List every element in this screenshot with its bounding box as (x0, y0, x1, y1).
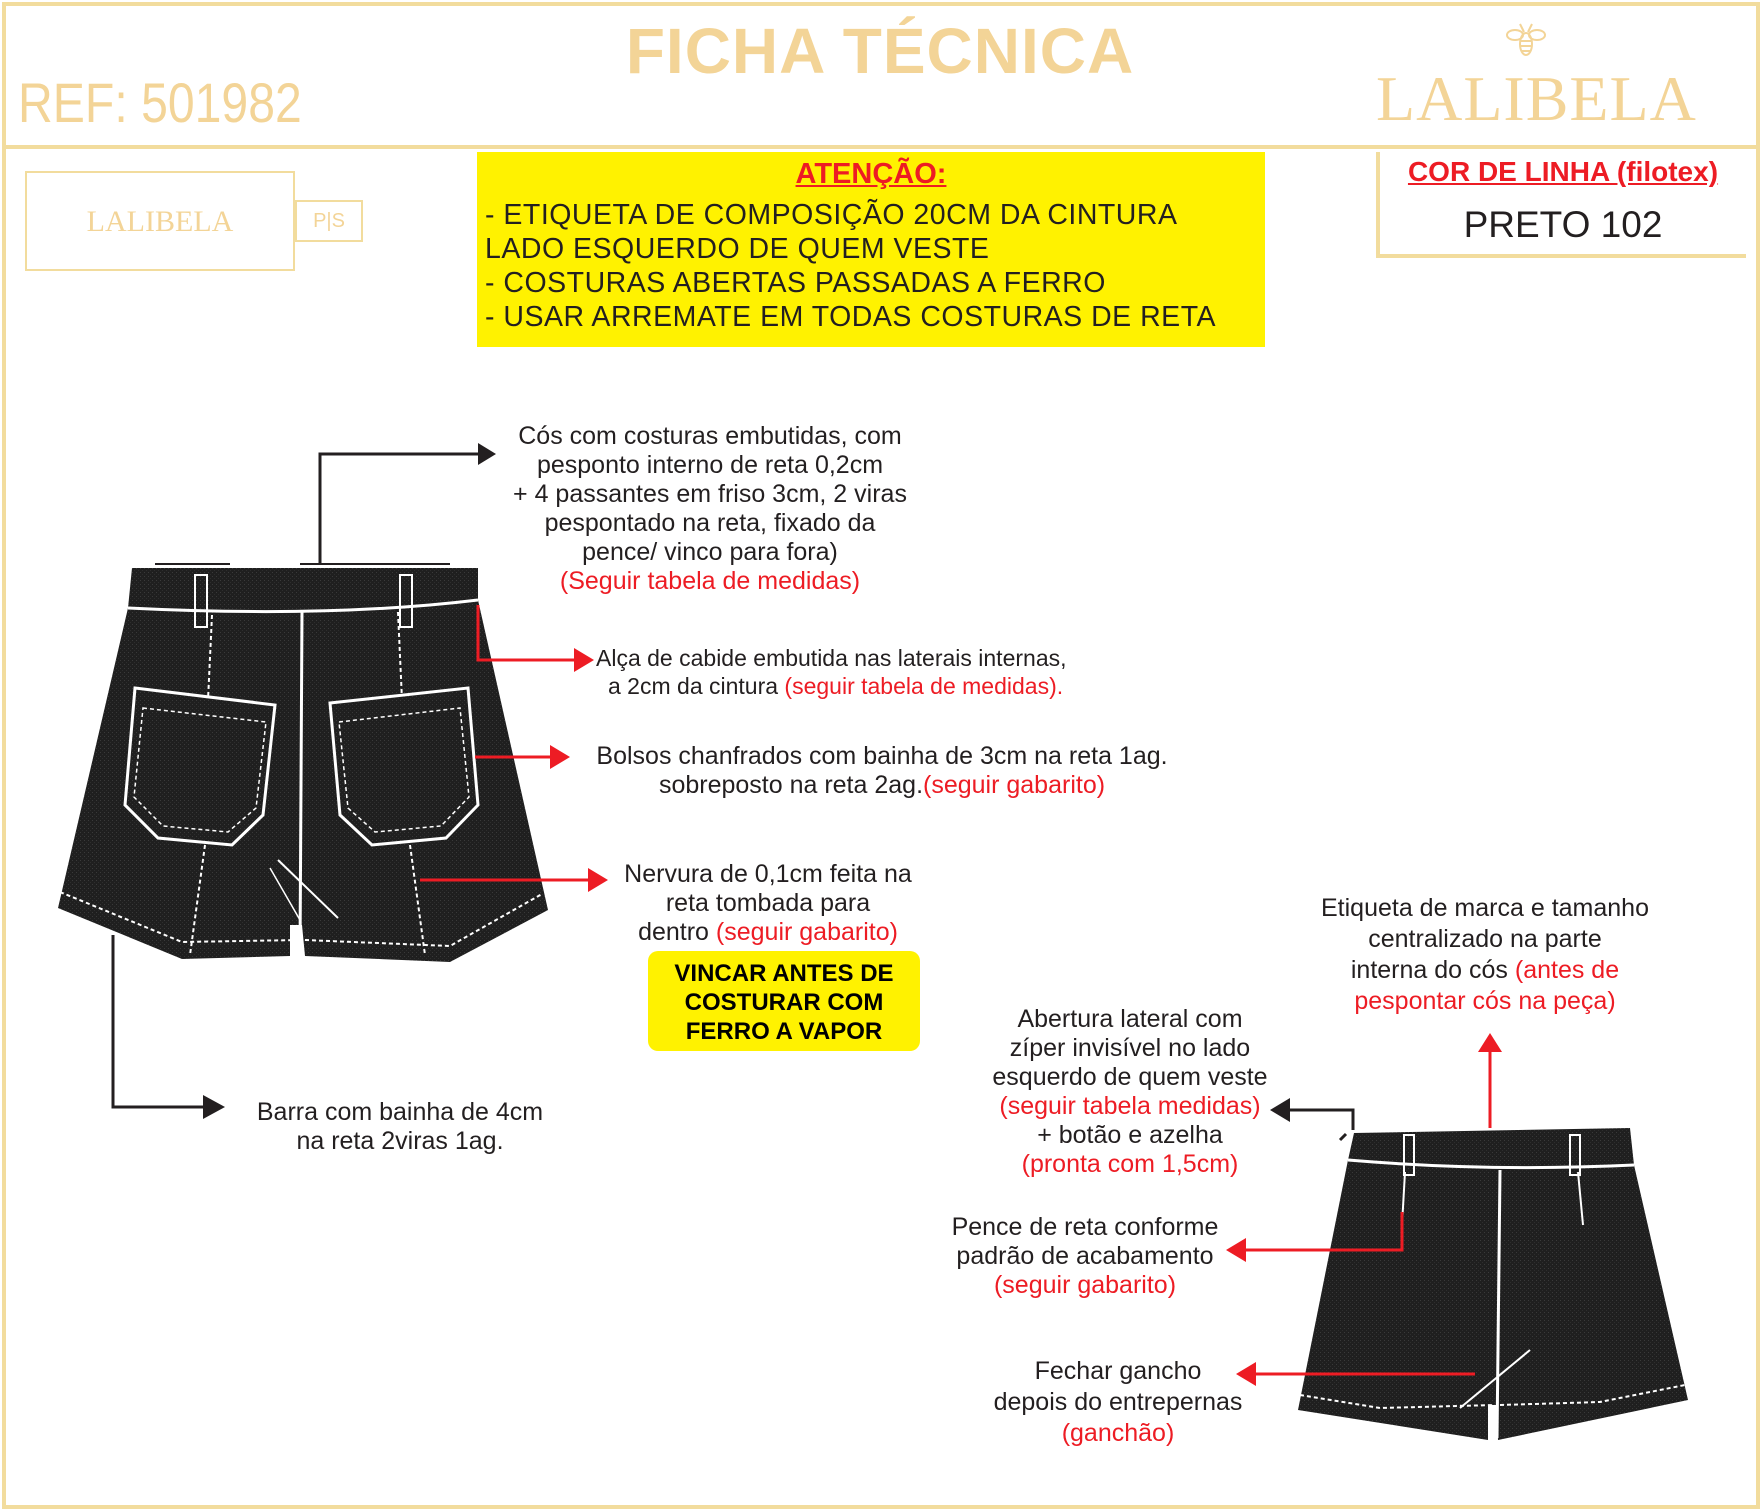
note-line-red: (seguir gabarito) (715, 918, 898, 946)
note-line-red: (antes de (1514, 956, 1620, 984)
note-line: pesponto interno de reta 0,2cm (536, 451, 884, 479)
page-title: FICHA TÉCNICA (625, 15, 1135, 87)
note-line: pence/ vinco para fora) (582, 538, 838, 566)
note-line-red: pespontar cós na peça) (1354, 987, 1616, 1015)
note-line: Barra com bainha de 4cm (256, 1098, 544, 1126)
note-line-red: (seguir gabarito) (993, 1271, 1177, 1299)
note-line: Alça de cabide embutida nas laterais internas, (596, 645, 1067, 671)
note-line-red: (pronta com 1,5cm) (1021, 1150, 1239, 1178)
reference-number: REF: 501982 (18, 71, 302, 134)
note-line: na reta 2viras 1ag. (296, 1127, 504, 1155)
note-line-red: (ganchão) (1061, 1419, 1175, 1447)
note-dart (935, 1213, 1235, 1300)
attention-line: LADO ESQUERDO DE QUEM VESTE (485, 233, 990, 265)
note-waistband (490, 422, 930, 596)
note-crotch (968, 1356, 1268, 1449)
note-line: Etiqueta de marca e tamanho (1321, 894, 1649, 922)
note-line: + 4 passantes em friso 3cm, 2 viras (513, 480, 907, 508)
note-line: Pence de reta conforme (951, 1213, 1219, 1241)
note-line-red: (Seguir tabela de medidas) (559, 567, 861, 595)
note-line: Fechar gancho (1034, 1357, 1202, 1385)
note-hanger-loop (596, 644, 1067, 700)
note-brand-label (1290, 893, 1680, 1017)
size-tag: P|S (295, 200, 363, 242)
note-line: VINCAR ANTES DE (674, 960, 894, 987)
note-line: Cós com costuras embutidas, com (518, 422, 902, 450)
note-line: centralizado na parte (1368, 925, 1602, 953)
note-line: Bolsos chanfrados com bainha de 3cm na reta 1ag. (596, 742, 1168, 770)
note-line: interna do cós (1350, 956, 1508, 984)
thread-color-title: COR DE LINHA (filotex) (1407, 156, 1719, 187)
note-line: Abertura lateral com (1017, 1005, 1243, 1033)
press-warning-box (648, 951, 920, 1051)
note-line: FERRO A VAPOR (685, 1018, 883, 1045)
note-line: padrão de acabamento (956, 1242, 1214, 1270)
label-brand-text: LALIBELA (86, 205, 234, 238)
note-hem (240, 1098, 560, 1156)
note-rib (608, 860, 928, 947)
brand-logo: LALIBELA (1376, 63, 1697, 134)
note-line-red: (seguir tabela medidas) (999, 1092, 1261, 1120)
shorts-front-view (1298, 1128, 1688, 1440)
note-pockets (577, 742, 1187, 800)
note-line: pespontado na reta, fixado da (544, 509, 876, 537)
attention-title: ATENÇÃO: (795, 158, 947, 190)
note-line: reta tombada para (665, 889, 871, 917)
note-line: dentro (638, 918, 709, 946)
note-line: Nervura de 0,1cm feita na (624, 860, 912, 888)
note-line: a 2cm da cintura (608, 673, 779, 699)
shorts-back-view (58, 564, 548, 962)
note-line: depois do entrepernas (993, 1388, 1243, 1416)
note-line: sobreposto na reta 2ag. (658, 771, 924, 799)
note-line: + botão e azelha (1037, 1121, 1223, 1149)
note-line: esquerdo de quem veste (992, 1063, 1268, 1091)
attention-line: - COSTURAS ABERTAS PASSADAS A FERRO (485, 267, 1106, 299)
attention-line: - ETIQUETA DE COMPOSIÇÃO 20CM DA CINTURA (485, 199, 1178, 231)
attention-line: - USAR ARREMATE EM TODAS COSTURAS DE RETA (485, 301, 1216, 333)
note-side-opening (975, 1005, 1285, 1179)
note-line: COSTURAR COM (684, 989, 884, 1016)
note-line: zíper invisível no lado (1009, 1034, 1251, 1062)
note-line-red: (seguir tabela de medidas). (784, 673, 1064, 699)
thread-color-value: PRETO 102 (1463, 204, 1663, 245)
note-line-red: (seguir gabarito) (923, 771, 1106, 799)
